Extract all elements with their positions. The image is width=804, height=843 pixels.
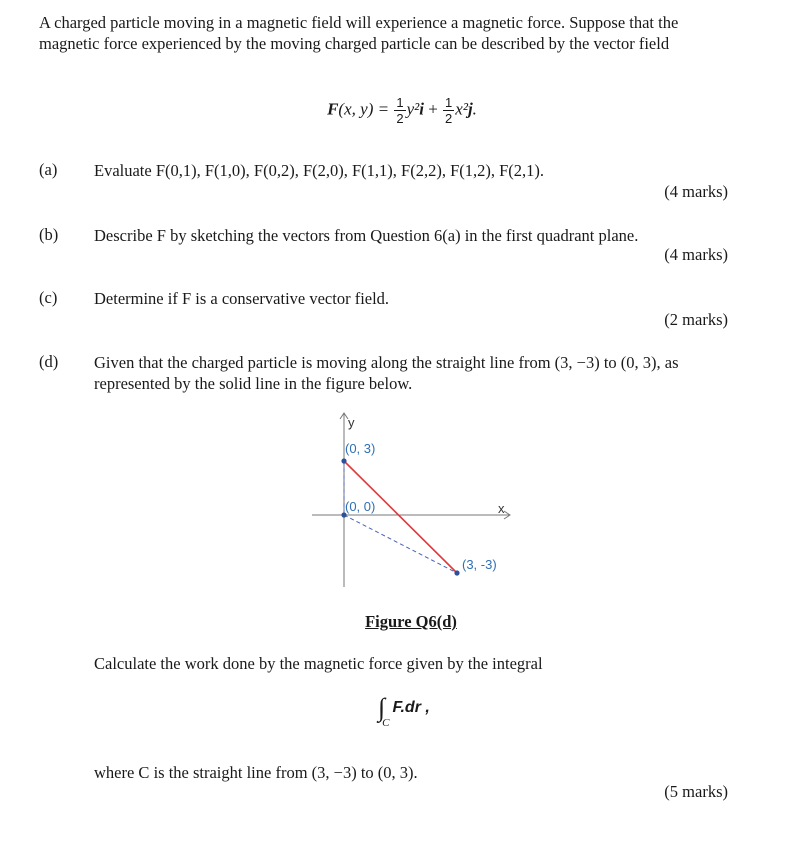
part-a-marks: (4 marks) (664, 182, 728, 201)
formula-lhs: F(x, y) = (327, 99, 390, 119)
fraction-2: $\frac{1}{2}$ (445, 95, 453, 126)
part-d-text: Given that the charged particle is moving along the straight line from (3, −3) to (0, 3), as represented by the solid line in the figure below. (94, 353, 679, 393)
part-a-label: (a) (39, 160, 58, 179)
formula-term-1: y²i (406, 99, 424, 119)
part-b-label: (b) (39, 225, 59, 244)
vector-field-formula (0, 95, 804, 126)
figure-caption: Figure Q6(d) (365, 612, 457, 631)
y-axis-label: y (348, 415, 355, 430)
point-bottom-dot (454, 570, 459, 575)
point-bottom-label: (3, -3) (462, 557, 497, 572)
point-origin-label: (0, 0) (345, 499, 376, 514)
point-top-dot (341, 458, 346, 463)
x-axis-label: x (498, 501, 505, 516)
part-b-marks: (4 marks) (664, 245, 728, 264)
calc-text: Calculate the work done by the magnetic force given by the integral (94, 654, 543, 673)
integral-sign: ∫ (378, 693, 386, 722)
figure-q6d (300, 405, 530, 595)
point-top-label: (0, 3) (345, 441, 376, 456)
intro-paragraph: A charged particle moving in a magnetic field will experience a magnetic force. Suppose that the magnetic force experienced by the moving charged particle can be described by the vector field (39, 13, 679, 53)
formula-plus: + (428, 99, 438, 119)
dashed-segment-diagonal (344, 515, 457, 573)
fraction-1: $\frac{1}{2}$ (396, 95, 404, 126)
integral-expression (378, 693, 430, 729)
part-b-text: Describe F by sketching the vectors from Question 6(a) in the first quadrant plane. (94, 226, 639, 245)
integral-subscript: C (382, 717, 390, 729)
formula-term-2: x²j. (455, 99, 477, 119)
integral-body: F.dr , (392, 699, 430, 716)
part-d-marks: (5 marks) (664, 782, 728, 801)
part-a-text: Evaluate F(0,1), F(1,0), F(0,2), F(2,0), F(1,1), F(2,2), F(1,2), F(2,1). (94, 161, 545, 180)
where-text: where C is the straight line from (3, −3) to (0, 3). (94, 763, 418, 782)
part-c-marks: (2 marks) (664, 310, 728, 329)
solid-path-line (344, 461, 457, 573)
part-c-label: (c) (39, 288, 58, 307)
part-d-label: (d) (39, 352, 59, 371)
part-c-text: Determine if F is a conservative vector field. (94, 289, 390, 308)
